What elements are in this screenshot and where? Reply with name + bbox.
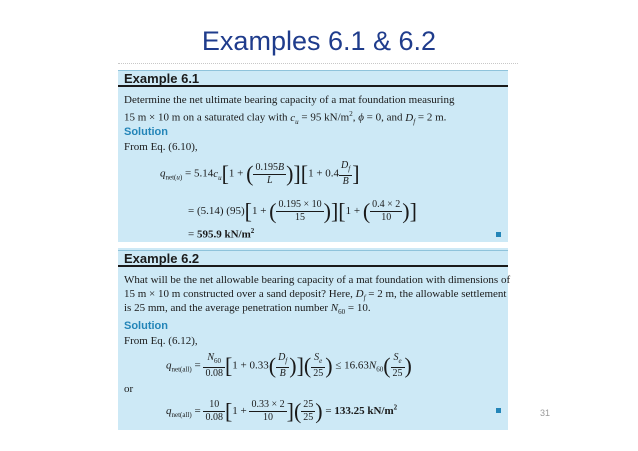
example-6-2-equation-line2: $q_{net(all)}$ = $\frac{10}{0.08}$ [1 + $\frac{0.33 \times 2}{10}$ ]( $\frac{25}{25}$ ) = 133.25 $kN/m^2$ — [166, 398, 398, 424]
end-of-example-marker — [496, 232, 501, 237]
example-6-1-from-eq: From Eq. (6.10), — [124, 141, 198, 153]
title-divider — [118, 63, 518, 64]
example-6-1-solution-label: Solution — [124, 126, 168, 138]
example-6-1-equation-line2: = (5.14) (95)[1 + ( $\frac{0.195 \times 10}{15}$ )][1 + ( $\frac{0.4 \times 2}{10}$ )] — [188, 198, 417, 224]
example-6-2-problem-line2: 15 m × 10 m constructed over a sand deposit? Here, $D_f = 2$ m, the allowable settlement — [124, 288, 507, 303]
example-6-2-problem-line1: What will be the net allowable bearing capacity of a mat foundation with dimensions of — [124, 274, 511, 286]
example-6-1-box — [118, 70, 508, 242]
example-6-1-equation-line1: $q_{net(u)} = 5.14c_u[1$ + ( $\frac{0.195B}{L}$ )][1 + 0.4 $\frac{D_f}{B}$ ] — [160, 160, 360, 187]
example-6-1-problem-line2: 15 m × 10 m on a saturated clay with $c_u = 95$ $kN/m^2$, ϕ = 0, and $D_f = 2$ m. — [124, 110, 447, 126]
page-number: 31 — [540, 408, 551, 418]
example-6-2-heading: Example 6.2 — [118, 250, 508, 267]
example-6-2-from-eq: From Eq. (6.12), — [124, 335, 198, 347]
example-6-1-result: = 595.9 $kN/m^2$ — [188, 227, 255, 241]
end-of-example-marker — [496, 408, 501, 413]
example-6-1-heading: Example 6.1 — [118, 70, 508, 87]
example-6-2-solution-label: Solution — [124, 320, 168, 332]
example-6-2-box — [118, 248, 511, 430]
example-6-1-problem-line1: Determine the net ultimate bearing capacity of a mat foundation measuring — [124, 94, 455, 106]
example-6-2-equation-line1: $q_{net(all)}$ = $\frac{N_{60}}{0.08}$ [1 + 0.33( $\frac{D_f}{B}$ )]( $\frac{S_e}{25}$ ) ≤ $16.63N_{60}$( $\frac{S_e}{25}$ ) — [166, 352, 412, 379]
example-6-2-problem-line3: is 25 mm, and the average penetration number $N_{60} = 10$. — [124, 302, 371, 317]
slide-title: Examples 6.1 & 6.2 — [201, 26, 437, 56]
example-6-2-or-label: or — [124, 383, 134, 395]
